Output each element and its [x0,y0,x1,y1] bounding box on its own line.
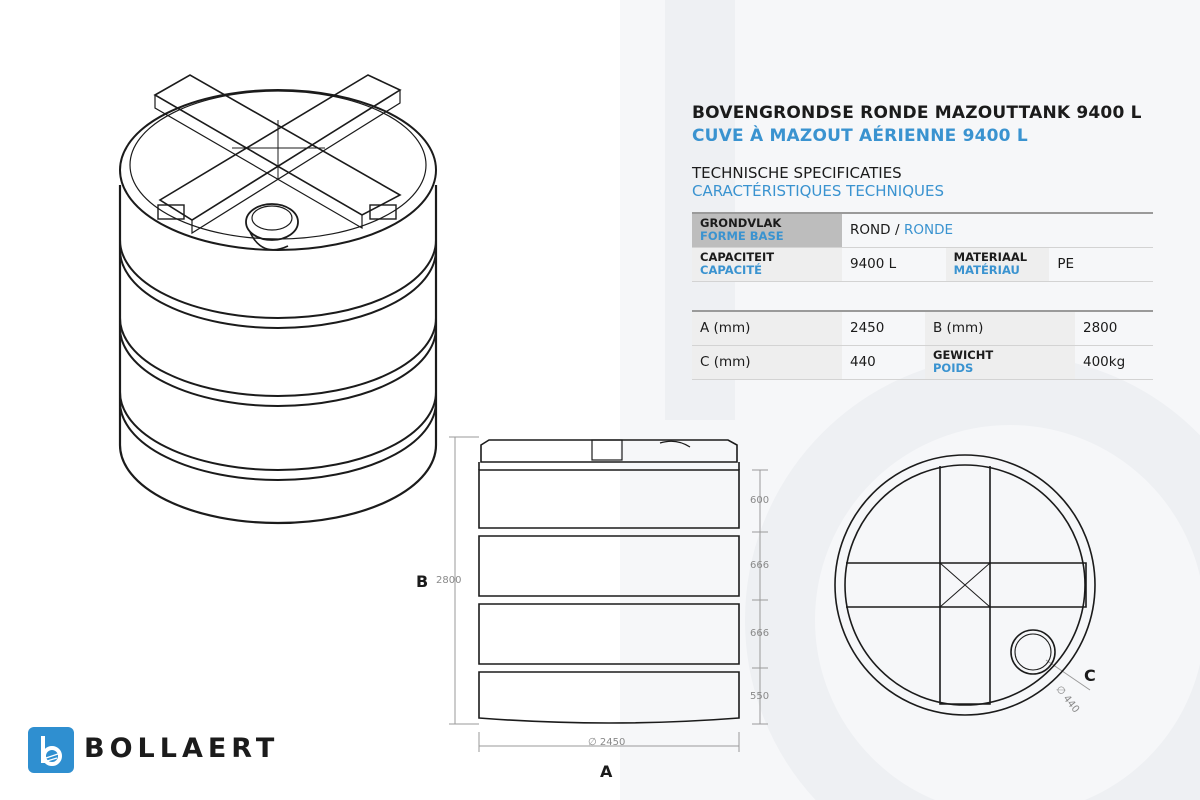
base-label: GRONDVLAK FORME BASE [692,213,842,247]
bollaert-b-logo-icon [28,727,74,773]
dimension-row-ab [692,311,1153,345]
segment-4-label: 550 [750,691,770,702]
base-value: ROND / RONDE [842,213,1153,247]
material-label: MATERIAAL MATÉRIAU [946,247,1050,281]
dimension-lines [449,437,1090,752]
b-label: B (mm) [925,311,1075,345]
a-value: 2450 [842,311,925,345]
dimension-letter-a: A [600,762,613,781]
dimension-b-value: 2800 [436,575,462,586]
segment-2-label: 666 [750,560,770,571]
capacity-label: CAPACITEIT CAPACITÉ [692,247,842,281]
brand-name: BOLLAERT [84,733,280,764]
subtitle-french: CARACTÉRISTIQUES TECHNIQUES [692,182,944,200]
tank-3d-drawing [120,75,436,523]
logo-glyph-icon [28,727,74,773]
segment-1-label: 600 [750,495,770,506]
tank-front-view [479,440,739,723]
weight-value: 400kg [1075,345,1153,379]
dimension-row-c-weight [692,345,1153,379]
c-label: C (mm) [692,345,842,379]
material-value: PE [1049,247,1153,281]
segment-3-label: 666 [750,628,770,639]
dimension-c-value: ∅ 440 [1053,684,1082,716]
spec-table [692,212,1153,282]
tank-top-view [835,455,1095,715]
subtitle-dutch: TECHNISCHE SPECIFICATIES [692,164,902,182]
capacity-value: 9400 L [842,247,946,281]
dimension-letter-b: B [416,572,429,591]
dimension-a-value: ∅ 2450 [588,737,626,748]
weight-label: GEWICHT POIDS [925,345,1075,379]
spec-row-base [692,213,1153,247]
title-dutch: BOVENGRONDSE RONDE MAZOUTTANK 9400 L [692,103,1142,123]
a-label: A (mm) [692,311,842,345]
b-value: 2800 [1075,311,1153,345]
title-french: CUVE À MAZOUT AÉRIENNE 9400 L [692,126,1028,146]
dimension-letter-c: C [1084,666,1096,685]
c-value: 440 [842,345,925,379]
dimension-table [692,310,1153,380]
spec-row-capacity [692,247,1153,281]
